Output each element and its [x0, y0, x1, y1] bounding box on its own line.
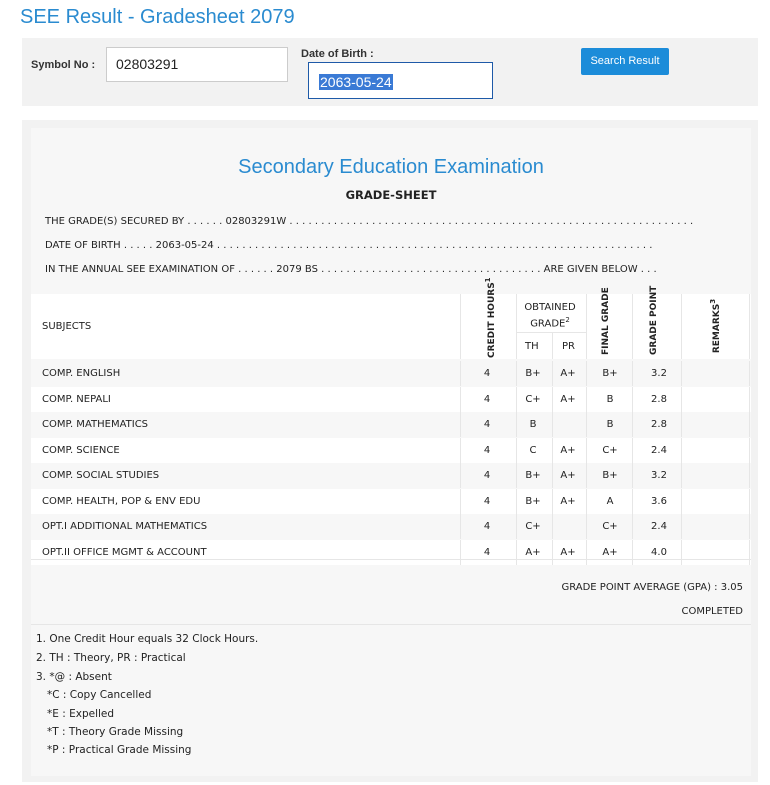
dob-input[interactable]: [308, 62, 493, 99]
search-panel: [22, 38, 758, 106]
cell-gp: 3.6: [651, 495, 667, 507]
note-copy-cancelled: *C : Copy Cancelled: [47, 689, 152, 701]
cell-pr: A+: [560, 368, 576, 379]
gpa-line: GRADE POINT AVERAGE (GPA) : 3.05: [561, 582, 743, 593]
cell-pr: A+: [560, 495, 576, 507]
table-row: [31, 514, 751, 539]
cell-final: B: [606, 419, 614, 430]
obtained-grade-header: OBTAINED GRADE$^2$: [524, 302, 576, 330]
exam-line: IN THE ANNUAL SEE EXAMINATION OF . . . . . . 2079 BS . . . . . . . . . . . . . . . . . . . . . . . . . . . . . . . . . . . ARE GIVEN BELOW . . .: [45, 264, 657, 275]
remarks-header: REMARKS$^3$: [709, 298, 722, 354]
cell-gp: 3.2: [651, 368, 667, 379]
table-row: [31, 438, 751, 463]
subject-name: COMP. MATHEMATICS: [42, 419, 149, 430]
cell-pr: A+: [560, 444, 576, 456]
grade-point-header: GRADE POINT: [649, 285, 659, 355]
cell-gp: 4.0: [651, 546, 667, 558]
cell-th: B+: [525, 368, 541, 379]
note-3: 3. *@ : Absent: [36, 671, 112, 683]
cell-final: B+: [602, 470, 618, 481]
secured-by-line: THE GRADE(S) SECURED BY . . . . . . 02803291W . . . . . . . . . . . . . . . . . . . . . . . . . . . . . . . . . . . . . . . . . . . . . . . . . . . . . . . . . . . . . . . .: [45, 216, 694, 227]
cell-final: B+: [602, 368, 618, 379]
dob-line: DATE OF BIRTH . . . . . 2063-05-24 . . . . . . . . . . . . . . . . . . . . . . . . . . . . . . . . . . . . . . . . . . . . . . . . . . . . . . . . . . . . . . . . . . . . .: [45, 240, 653, 251]
credit-hours-header: CREDIT HOURS$^1$: [484, 277, 497, 358]
cell-gp: 2.8: [651, 393, 667, 405]
table-row: [31, 489, 751, 514]
table-header: [31, 277, 751, 359]
cell-th: B+: [525, 470, 541, 481]
table-row: [31, 540, 751, 565]
cell-pr: A+: [560, 393, 576, 405]
cell-final: B: [606, 393, 614, 405]
th-header: TH: [525, 341, 539, 352]
table-row: [31, 463, 751, 488]
note-theory-missing: *T : Theory Grade Missing: [47, 726, 184, 738]
cell-credit: 4: [483, 368, 491, 379]
cell-credit: 4: [483, 444, 491, 456]
cell-th: C+: [525, 393, 541, 405]
note-2: 2. TH : Theory, PR : Practical: [36, 652, 186, 664]
dob-value: 2063-05-24: [320, 74, 392, 90]
dob-label: Date of Birth :: [301, 48, 374, 60]
table-row: [31, 412, 751, 437]
table-row: [31, 387, 751, 412]
cell-credit: 4: [483, 521, 491, 532]
subject-name: OPT.I ADDITIONAL MATHEMATICS: [42, 521, 208, 532]
cell-gp: 2.4: [651, 444, 667, 456]
subjects-header: SUBJECTS: [42, 321, 92, 332]
grade-sheet-panel: [22, 120, 758, 782]
cell-credit: 4: [483, 393, 491, 405]
search-result-button[interactable]: Search Result: [581, 48, 669, 75]
table-row: [31, 361, 751, 386]
cell-pr: A+: [560, 470, 576, 481]
cell-pr: A+: [560, 546, 576, 558]
cell-credit: 4: [483, 419, 491, 430]
cell-credit: 4: [483, 495, 491, 507]
grade-sheet-title: GRADE-SHEET: [345, 188, 437, 202]
cell-th: B: [529, 419, 537, 430]
cell-th: C: [529, 444, 537, 456]
pr-header: PR: [562, 341, 575, 352]
subject-name: COMP. ENGLISH: [42, 368, 121, 379]
subject-name: COMP. SOCIAL STUDIES: [42, 470, 160, 481]
cell-credit: 4: [483, 470, 491, 481]
grade-sheet: [31, 128, 751, 776]
page-title: SEE Result - Gradesheet 2079: [20, 6, 295, 28]
cell-credit: 4: [483, 546, 491, 558]
result-status: COMPLETED: [681, 606, 743, 617]
cell-th: A+: [525, 546, 541, 558]
subject-name: OPT.II OFFICE MGMT & ACCOUNT: [42, 546, 207, 558]
cell-final: A+: [602, 546, 618, 558]
note-practical-missing: *P : Practical Grade Missing: [47, 744, 192, 756]
cell-gp: 2.8: [651, 419, 667, 430]
subject-name: COMP. HEALTH, POP & ENV EDU: [42, 495, 201, 507]
cell-gp: 2.4: [651, 521, 667, 532]
subject-name: COMP. SCIENCE: [42, 444, 120, 456]
note-1: 1. One Credit Hour equals 32 Clock Hours.: [36, 633, 259, 645]
subject-name: COMP. NEPALI: [42, 393, 111, 405]
cell-th: B+: [525, 495, 541, 507]
cell-gp: 3.2: [651, 470, 667, 481]
exam-title: Secondary Education Examination: [238, 156, 544, 178]
final-grade-header: FINAL GRADE: [601, 287, 611, 355]
cell-final: C+: [602, 444, 618, 456]
cell-final: A: [606, 495, 614, 507]
note-expelled: *E : Expelled: [47, 708, 115, 720]
symbol-label: Symbol No :: [31, 59, 96, 71]
symbol-input[interactable]: 02803291: [106, 47, 288, 82]
cell-final: C+: [602, 521, 618, 532]
cell-th: C+: [525, 521, 541, 532]
